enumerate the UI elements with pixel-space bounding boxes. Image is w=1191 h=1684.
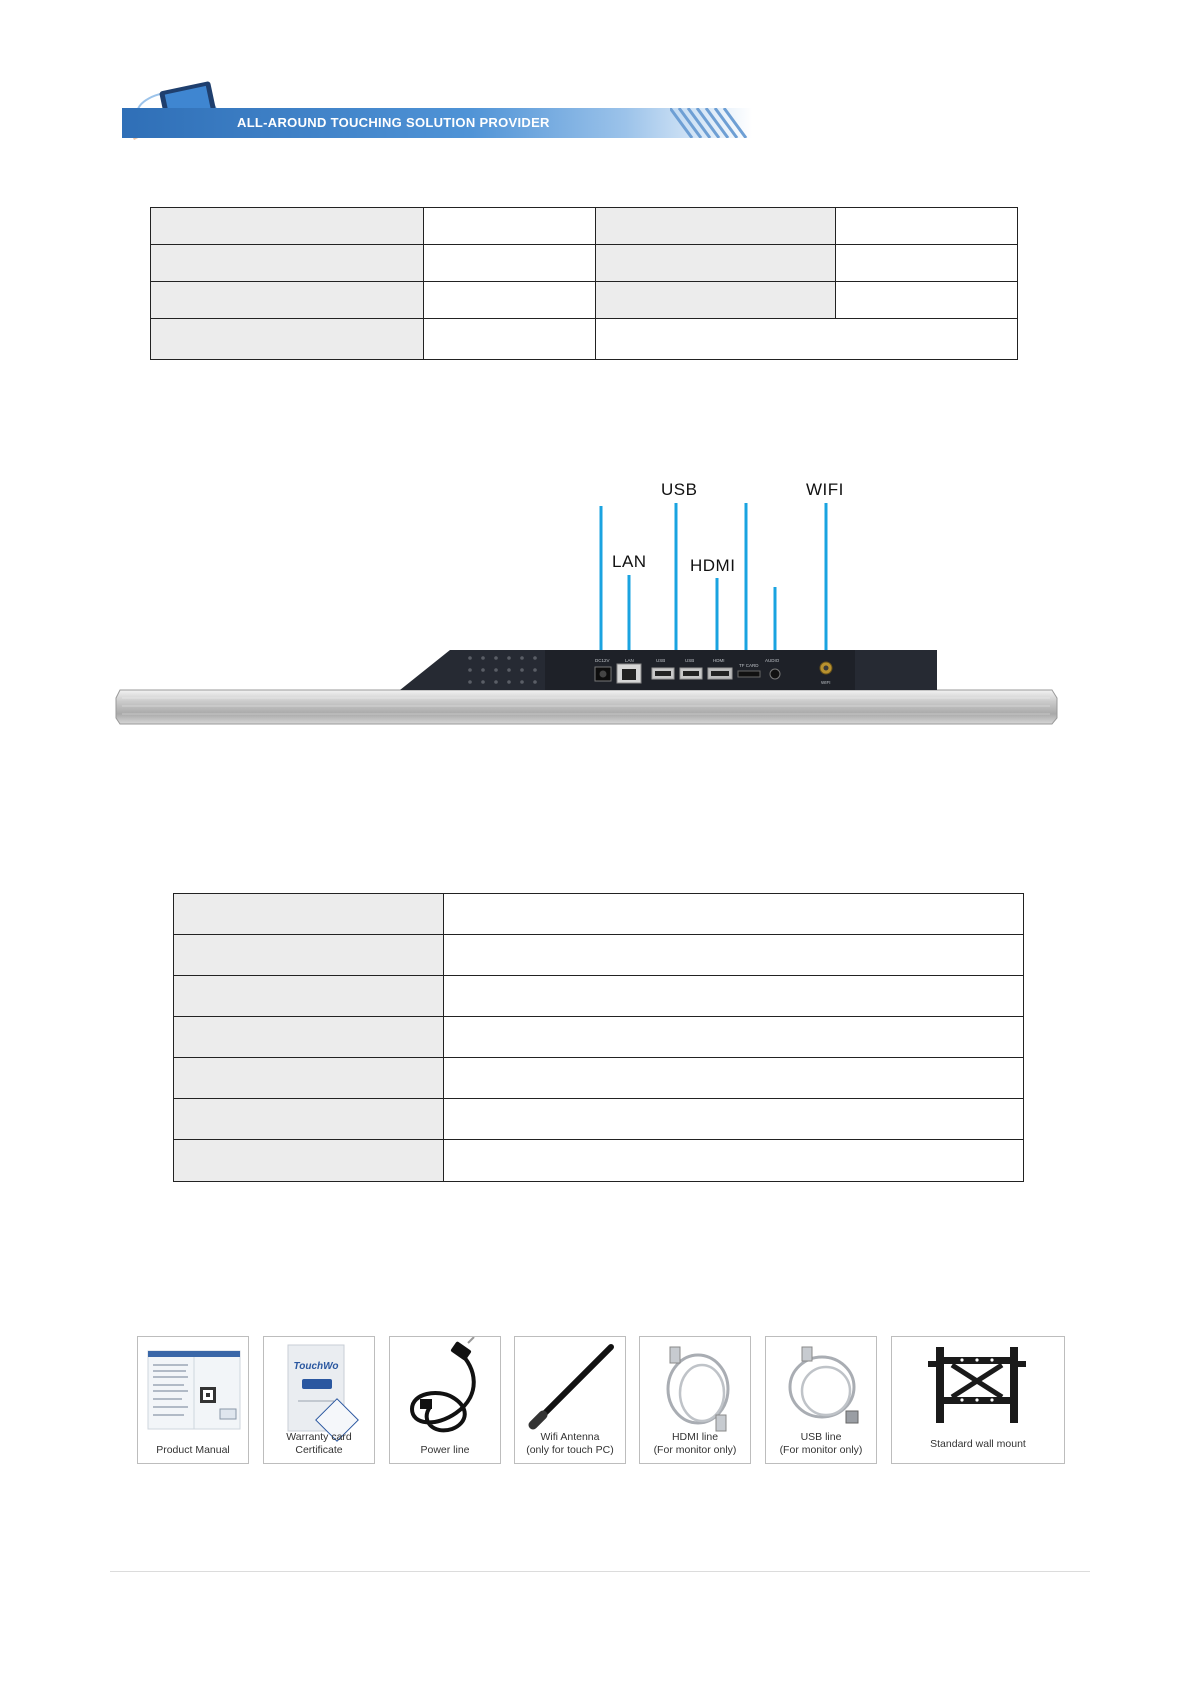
table-cell bbox=[443, 976, 1023, 1017]
accessory-usb-line bbox=[765, 1336, 877, 1464]
accessory-caption: Standard wall mount bbox=[930, 1438, 1026, 1450]
footer-divider bbox=[110, 1571, 1090, 1572]
panel-label-lan: LAN bbox=[625, 658, 634, 663]
panel-label-usb: USB bbox=[656, 658, 666, 663]
port-label-hdmi: HDMI bbox=[690, 556, 736, 575]
table-cell bbox=[443, 1099, 1023, 1140]
accessory-caption: Wifi Antenna (only for touch PC) bbox=[526, 1431, 614, 1456]
table-cell bbox=[174, 935, 444, 976]
table-row bbox=[174, 1058, 1024, 1099]
table-row bbox=[174, 894, 1024, 935]
accessory-product-manual bbox=[137, 1336, 249, 1464]
panel-label-wifi: WIFI bbox=[821, 680, 831, 685]
accessory-caption: HDMI line (For monitor only) bbox=[653, 1431, 737, 1456]
table-cell bbox=[174, 1140, 444, 1182]
leader-lines bbox=[601, 503, 826, 650]
accessory-power-line bbox=[389, 1336, 501, 1464]
banner-tagline: ALL-AROUND TOUCHING SOLUTION PROVIDER bbox=[237, 115, 550, 130]
accessory-caption: Warranty card Certificate bbox=[286, 1431, 352, 1456]
port-label-wifi: WIFI bbox=[806, 480, 844, 499]
table-cell bbox=[443, 1140, 1023, 1182]
spec-table-2 bbox=[173, 893, 1024, 1182]
table-cell bbox=[174, 976, 444, 1017]
port-diagram bbox=[0, 0, 1191, 760]
table-cell bbox=[174, 1058, 444, 1099]
accessory-wall-mount bbox=[891, 1336, 1065, 1464]
tf-card-slot-icon bbox=[738, 671, 760, 677]
table-cell bbox=[174, 1017, 444, 1058]
monitor-bezel bbox=[116, 690, 1057, 724]
table-row bbox=[174, 976, 1024, 1017]
panel-label-hdmi: HDMI bbox=[713, 658, 725, 663]
table-row bbox=[174, 1017, 1024, 1058]
table-cell bbox=[443, 894, 1023, 935]
panel-label-audio: AUDIO bbox=[765, 658, 780, 663]
accessory-caption: Power line bbox=[420, 1444, 470, 1456]
table-cell bbox=[443, 1017, 1023, 1058]
port-label-lan: LAN bbox=[612, 552, 647, 571]
panel-label-usb-2: USB bbox=[685, 658, 695, 663]
table-cell bbox=[443, 935, 1023, 976]
table-row bbox=[174, 1099, 1024, 1140]
accessory-hdmi-line bbox=[639, 1336, 751, 1464]
svg-text:TouchWo: TouchWo bbox=[293, 1361, 339, 1372]
panel-label-dc: DC12V bbox=[595, 658, 610, 663]
accessory-wifi-antenna bbox=[514, 1336, 626, 1464]
accessory-warranty-card bbox=[263, 1336, 375, 1464]
accessory-caption: USB line (For monitor only) bbox=[779, 1431, 863, 1456]
accessory-caption: Product Manual bbox=[156, 1444, 230, 1456]
table-row bbox=[174, 935, 1024, 976]
audio-jack-icon bbox=[770, 669, 780, 679]
port-label-usb: USB bbox=[661, 480, 698, 499]
table-cell bbox=[174, 894, 444, 935]
table-cell bbox=[443, 1058, 1023, 1099]
table-cell bbox=[174, 1099, 444, 1140]
panel-label-tf: TF CARD bbox=[739, 663, 759, 668]
table-row bbox=[174, 1140, 1024, 1182]
